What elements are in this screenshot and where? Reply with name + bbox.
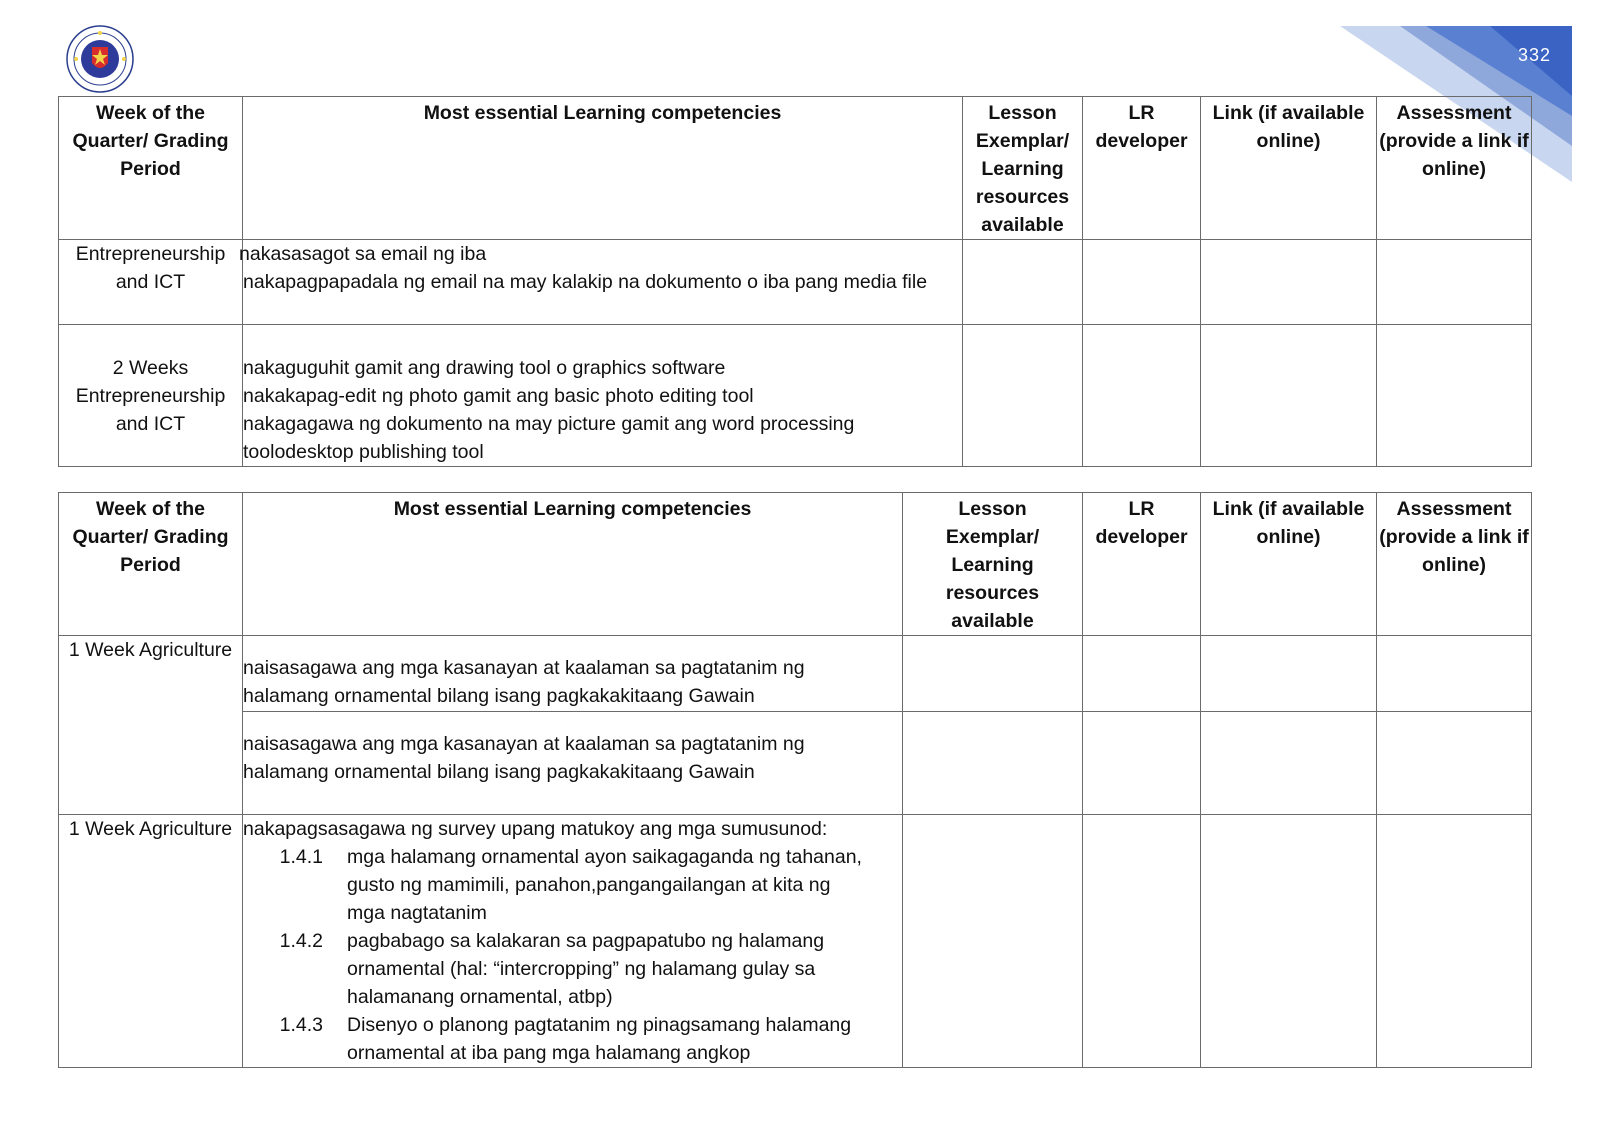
empty-cell: [963, 240, 1083, 325]
table-header-row: [59, 493, 1532, 636]
week-cell: Entrepreneurship and ICT: [59, 240, 243, 325]
empty-cell: [1083, 636, 1201, 712]
header-competencies: Most essential Learning competencies: [243, 493, 903, 636]
table-row: [59, 636, 1532, 712]
empty-cell: [1377, 815, 1532, 1068]
empty-cell: [1377, 712, 1532, 815]
empty-cell: [1377, 636, 1532, 712]
empty-cell: [1201, 325, 1377, 467]
page-number: 332: [1518, 45, 1552, 65]
survey-intro: nakapagsasagawa ng survey upang matukoy ang mga sumusunod:: [243, 818, 828, 840]
competency-cell: [243, 815, 903, 1068]
competency-cell: [239, 240, 963, 325]
competency-line: nakagagawa ng dokumento na may picture gamit ang word processing toolodesktop publishing tool: [243, 413, 855, 463]
week-cell: 1 Week Agriculture: [59, 815, 243, 1068]
header-lr-developer: LR developer: [1083, 493, 1201, 636]
empty-cell: [1201, 712, 1377, 815]
competency-cell: naisasagawa ang mga kasanayan at kaalaman sa pagtatanim ng halamang ornamental bilang isang pagkakakitaang Gawain: [243, 712, 903, 815]
item-text: Disenyo o planong pagtatanim ng pinagsamang halamang ornamental at iba pang mga halamang angkop: [347, 1014, 852, 1064]
competency-table-1: [58, 96, 1532, 467]
empty-cell: [1201, 240, 1377, 325]
empty-cell: [903, 712, 1083, 815]
empty-cell: [903, 815, 1083, 1068]
competency-table-2: [58, 492, 1532, 1068]
table-row: [59, 325, 1532, 467]
table-row: [59, 815, 1532, 1068]
header-week: Week of the Quarter/ Grading Period: [59, 97, 243, 240]
list-item: [243, 1011, 902, 1067]
header-assessment: Assessment (provide a link if online): [1377, 493, 1532, 636]
empty-cell: [903, 636, 1083, 712]
table-row: [59, 712, 1532, 815]
header-lesson: Lesson Exemplar/ Learning resources available: [903, 493, 1083, 636]
table-row: [59, 240, 1532, 325]
table-header-row: [59, 97, 1532, 240]
empty-cell: [1201, 815, 1377, 1068]
competency-line: nakaguguhit gamit ang drawing tool o graphics software: [243, 357, 726, 379]
header-week: Week of the Quarter/ Grading Period: [59, 493, 243, 636]
week-cell: 2 Weeks Entrepreneurship and ICT: [59, 325, 243, 467]
header-link: Link (if available online): [1201, 493, 1377, 636]
deped-seal-logo: [66, 25, 134, 93]
empty-cell: [1083, 712, 1201, 815]
item-number: 1.4.2: [279, 930, 323, 952]
week-cell: 1 Week Agriculture: [59, 636, 243, 815]
empty-cell: [1201, 636, 1377, 712]
competency-cell: naisasagawa ang mga kasanayan at kaalaman sa pagtatanim ng halamang ornamental bilang isang pagkakakitaang Gawain: [243, 636, 903, 712]
empty-cell: [1083, 325, 1201, 467]
item-text: mga halamang ornamental ayon saikagaganda ng tahanan, gusto ng mamimili, panahon,pangangailangan at kita ng mga nagtatanim: [347, 846, 862, 924]
empty-cell: [963, 325, 1083, 467]
competency-cell: [243, 325, 963, 467]
competency-line: nakakapag-edit ng photo gamit ang basic photo editing tool: [243, 385, 754, 407]
item-text: pagbabago sa kalakaran sa pagpapatubo ng halamang ornamental (hal: “intercropping” ng halamang gulay sa halamanang ornamental, atbp): [347, 930, 825, 1008]
header-lesson: Lesson Exemplar/ Learning resources available: [963, 97, 1083, 240]
item-number: 1.4.3: [279, 1014, 323, 1036]
item-number: 1.4.1: [279, 846, 323, 868]
empty-cell: [1083, 240, 1201, 325]
header-lr-developer: LR developer: [1083, 97, 1201, 240]
empty-cell: [1083, 815, 1201, 1068]
competency-line: nakapagpapadala ng email na may kalakip na dokumento o iba pang media file: [243, 271, 928, 293]
list-item: [243, 843, 902, 927]
competency-line: nakasasagot sa email ng iba: [239, 243, 487, 265]
header-assessment: Assessment (provide a link if online): [1377, 97, 1532, 240]
header-competencies: Most essential Learning competencies: [243, 97, 963, 240]
list-item: [243, 927, 902, 1011]
empty-cell: [1377, 240, 1532, 325]
header-link: Link (if available online): [1201, 97, 1377, 240]
empty-cell: [1377, 325, 1532, 467]
